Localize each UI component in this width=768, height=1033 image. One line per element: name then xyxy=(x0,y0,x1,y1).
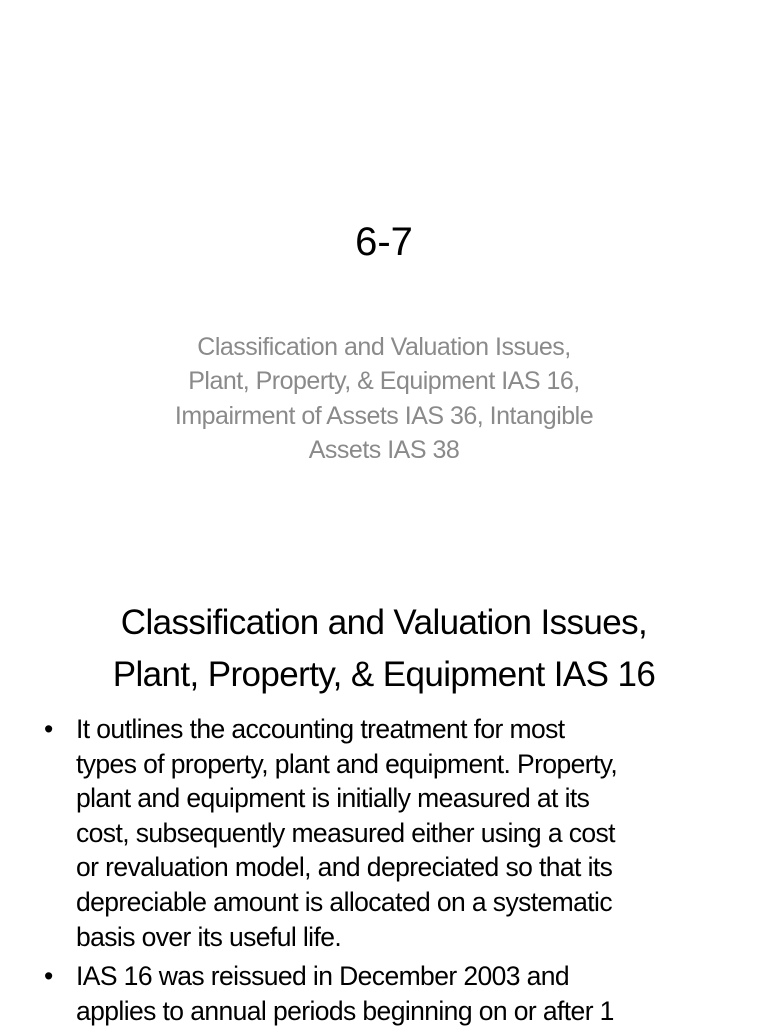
bullet-item xyxy=(44,712,768,954)
title-line: Classification and Valuation Issues, xyxy=(120,603,648,642)
subtitle-line: Classification and Valuation Issues, xyxy=(197,333,571,361)
title-line: Plant, Property, & Equipment IAS 16 xyxy=(112,655,656,694)
bullet-line: cost, subsequently measured either using a cost xyxy=(76,817,615,848)
subtitle-line: Plant, Property, & Equipment IAS 16, xyxy=(188,367,580,396)
bullet-icon: • xyxy=(44,714,53,744)
bullet-line: depreciable amount is allocated on a systematic xyxy=(76,886,612,917)
subtitle-line: Impairment of Assets IAS 36, Intangible xyxy=(174,401,594,430)
bullet-line: It outlines the accounting treatment for most xyxy=(76,714,565,744)
bullet-list xyxy=(44,712,768,1033)
subtitle-line: Assets IAS 38 xyxy=(308,436,460,465)
bullet-icon: • xyxy=(44,961,53,992)
slide2-title xyxy=(0,597,768,701)
bullet-line: applies to annual periods beginning on or after 1 xyxy=(76,995,614,1026)
bullet-line: plant and equipment is initially measured at its xyxy=(76,783,590,814)
bullet-item xyxy=(44,959,768,1028)
bullet-line: basis over its useful life. xyxy=(76,921,342,952)
bullet-line: IAS 16 was reissued in December 2003 and xyxy=(76,961,570,992)
slide-subtitle xyxy=(0,330,768,468)
bullet-line: types of property, plant and equipment. Property, xyxy=(76,748,618,779)
bullet-line: or revaluation model, and depreciated so that its xyxy=(76,852,613,883)
slide-title: 6-7 xyxy=(355,220,413,264)
